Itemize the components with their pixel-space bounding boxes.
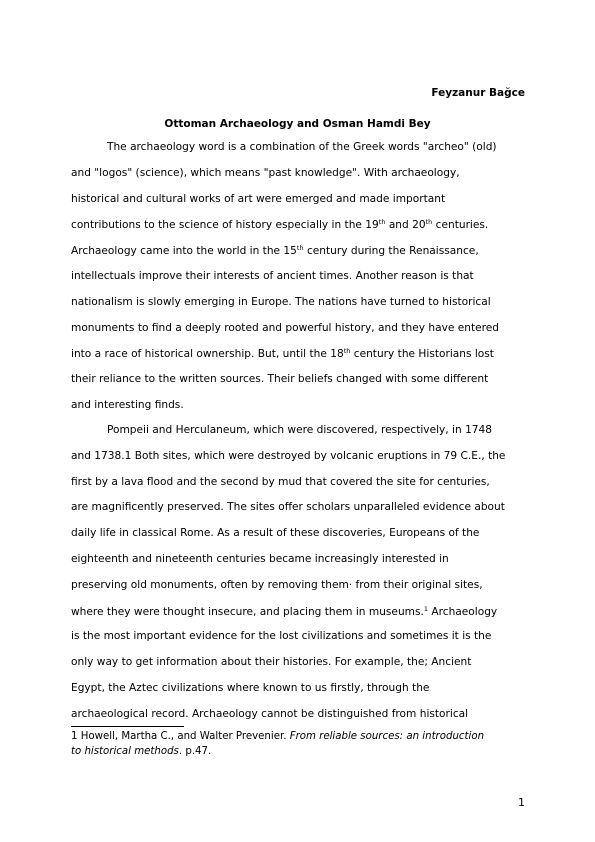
text-line: first by a lava flood and the second by mud that covered the site for centuries, xyxy=(71,475,490,488)
text-line: monuments to find a deeply rooted and powerful history, and they have entered xyxy=(71,321,499,334)
text-line xyxy=(71,244,479,257)
text-line xyxy=(71,347,494,360)
footnote xyxy=(71,731,484,742)
footnote-page: . p.47. xyxy=(178,746,212,757)
text-segment: where they were thought insecure, and placing them in museums. xyxy=(71,605,424,618)
text-line: Egypt, the Aztec civilizations where known to us firstly, through the xyxy=(71,682,430,694)
text-line: historical and cultural works of art were emerged and made important xyxy=(71,192,446,205)
text-line: eighteenth and nineteenth centuries became increasingly interested in xyxy=(71,553,449,565)
text-line: only way to get information about their histories. For example, the; Ancient xyxy=(71,656,472,669)
text-segment: century the Historians lost xyxy=(350,348,494,361)
superscript: 1 xyxy=(423,604,429,613)
text-line: daily life in classical Rome. As a result of these discoveries, Europeans of the xyxy=(71,527,480,540)
document-title: Ottoman Archaeology and Osman Hamdi Bey xyxy=(164,118,431,130)
text-line: is the most important evidence for the lost civilizations and sometimes it is the xyxy=(71,630,492,643)
footnote-separator xyxy=(71,726,184,727)
text-segment: into a race of historical ownership. But, until the 18 xyxy=(71,348,344,361)
author-name: Feyzanur Bağce xyxy=(431,87,525,99)
text-segment: century during the Renaissance, xyxy=(303,245,479,258)
text-line xyxy=(71,218,488,231)
text-segment: centuries. xyxy=(432,219,489,232)
text-line: are magnificently preserved. The sites offer scholars unparalleled evidence about xyxy=(71,501,505,514)
text-segment: and 20 xyxy=(385,219,426,232)
text-line: The archaeology word is a combination of the Greek words "archeo" (old) xyxy=(107,141,497,153)
footnote-number: 1 xyxy=(71,731,78,742)
footnote-authors: Howell, Martha C., and Walter Prevenier. xyxy=(77,731,290,742)
text-line: preserving old monuments, often by removing them· from their original sites, xyxy=(71,578,483,591)
page-number: 1 xyxy=(518,796,525,809)
text-line: archaeological record. Archaeology cannot be distinguished from historical xyxy=(71,707,469,720)
footnote-title-part1: From reliable sources: an introduction xyxy=(289,731,485,742)
text-line: intellectuals improve their interests of ancient times. Another reason is that xyxy=(71,270,474,282)
text-line xyxy=(71,605,497,618)
text-segment: Archaeology came into the world in the 15 xyxy=(71,245,297,258)
text-segment: contributions to the science of history especially in the 19 xyxy=(71,219,379,232)
text-line: Pompeii and Herculaneum, which were discovered, respectively, in 1748 xyxy=(107,424,493,436)
superscript: th xyxy=(425,218,433,227)
text-line: their reliance to the written sources. Their beliefs changed with some different xyxy=(71,373,489,386)
superscript: th xyxy=(296,244,304,253)
text-segment: Archaeology xyxy=(428,605,498,618)
footnote-title-part2: to historical methods xyxy=(71,746,179,757)
text-line: and "logos" (science), which means "past knowledge". With archaeology, xyxy=(71,166,460,179)
superscript: th xyxy=(378,218,386,227)
superscript: th xyxy=(343,347,351,356)
text-line: nationalism is slowly emerging in Europe. The nations have turned to historical xyxy=(71,295,491,308)
text-line: and interesting finds. xyxy=(71,399,184,411)
text-line: and 1738.1 Both sites, which were destroyed by volcanic eruptions in 79 C.E., the xyxy=(71,449,506,462)
footnote-continued xyxy=(71,746,211,757)
